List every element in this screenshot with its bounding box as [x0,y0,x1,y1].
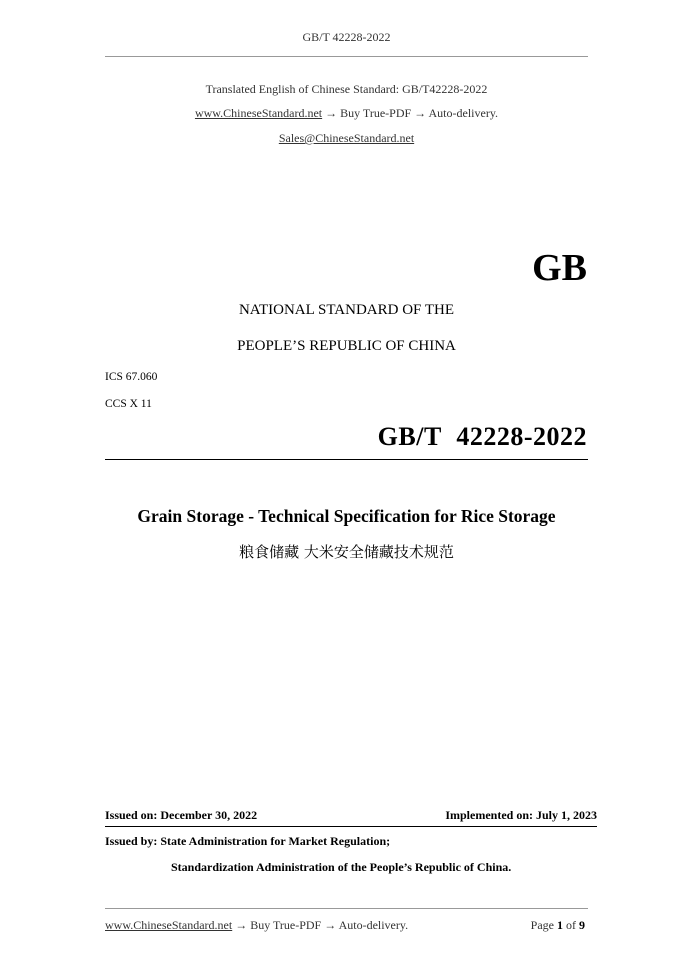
promo-buy-line [0,106,693,121]
ccs-code: CCS X 11 [105,398,152,410]
issue-divider [105,826,597,827]
footer-divider [105,908,588,909]
promo-email-line [0,131,693,146]
email-link[interactable]: Sales@ChineseStandard.net [278,131,415,145]
title-english: Grain Storage - Technical Specification for Rice Storage [137,506,556,526]
national-standard-line1: NATIONAL STANDARD OF THE [238,302,455,318]
footer-promo [105,918,408,933]
page-indicator [531,918,585,933]
gb-mark: GB [532,247,587,289]
footer-site-link[interactable]: www.ChineseStandard.net [105,918,233,932]
implemented-on-date: Implemented on: July 1, 2023 [445,808,597,822]
header-divider [105,56,588,57]
page-label: Page [530,918,554,932]
page-total: 9 [579,918,585,932]
national-standard-line2: PEOPLE’S REPUBLIC OF CHINA [237,338,456,354]
site-link[interactable]: www.ChineseStandard.net [194,106,323,120]
footer-promo-text: → Buy True-PDF → Auto-delivery. [232,918,409,932]
ics-code: ICS 67.060 [105,371,158,383]
issued-on-date: Issued on: December 30, 2022 [105,808,258,822]
of-label: of [566,918,576,932]
issued-by: Issued by: State Administration for Market Regulation; [105,834,391,848]
standard-number: GB/T 42228-2022 [377,422,587,451]
running-header: GB/T 42228-2022 [302,30,391,44]
page-number: 1 [557,918,563,932]
title-chinese: 粮食储藏 大米安全储藏技术规范 [239,543,454,561]
promo-line: Translated English of Chinese Standard: GB/T42228-2022 [205,82,488,96]
promo-buy-text: → Buy True-PDF → Auto-delivery. [322,106,499,120]
standard-number-divider [105,459,588,460]
issued-by-second: Standardization Administration of the People’s Republic of China. [171,860,512,874]
